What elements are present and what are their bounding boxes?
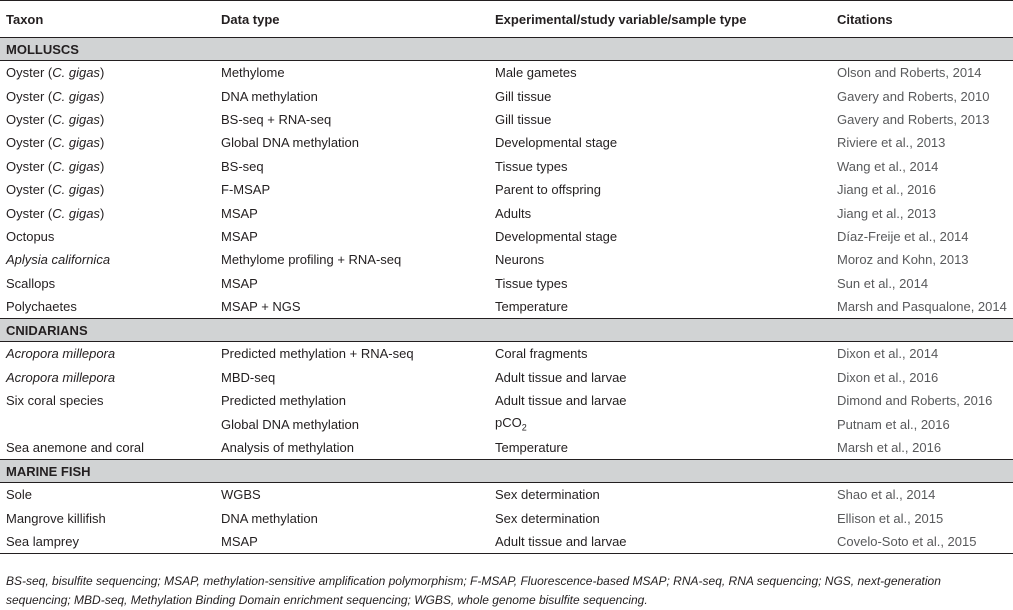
taxon-text: Sole	[6, 487, 33, 503]
variable-text: Temperature	[495, 440, 568, 456]
taxon-text: Oyster (	[6, 65, 53, 81]
variable-cell	[489, 131, 831, 154]
citation-cell: Riviere et al., 2013	[837, 135, 946, 151]
citation-cell: Ellison et al., 2015	[837, 510, 944, 526]
table-row	[0, 412, 1013, 435]
variable-text: Sex determination	[495, 510, 600, 526]
taxon-text: Oyster (	[6, 135, 53, 151]
table-row	[0, 295, 1013, 319]
taxon-cell	[0, 225, 215, 248]
variable-cell	[489, 483, 831, 507]
table-row	[0, 483, 1013, 507]
table-row	[0, 155, 1013, 178]
taxon-text: Oyster (	[6, 88, 53, 104]
taxon-text: Mangrove killifish	[6, 510, 106, 526]
variable-text: Tissue types	[495, 158, 568, 174]
data-type-cell: MSAP	[221, 228, 258, 244]
data-type-cell: Predicted methylation + RNA-seq	[221, 346, 414, 362]
taxon-text: Oyster (	[6, 205, 53, 221]
taxon-text: )	[99, 111, 105, 127]
table-row	[0, 61, 1013, 85]
table-footnote: BS-seq, bisulfite sequencing; MSAP, methylation-sensitive amplification polymorphism; F-MSAP, Fluorescence-based MSAP; RNA-seq, RNA sequencing; NGS, next-generation sequencing; MBD-seq, Methylation Binding Domain enrichment sequencing; WGBS, whole genome bisulfite sequencing.	[6, 574, 941, 607]
variable-text: pCO	[495, 415, 522, 431]
citation-cell: Marsh et al., 2016	[837, 440, 942, 456]
data-type-cell: MSAP + NGS	[221, 299, 301, 315]
table-row	[0, 84, 1013, 107]
variable-cell	[489, 412, 831, 435]
taxon-text: Sea anemone and coral	[6, 440, 145, 456]
citation-cell: Dixon et al., 2016	[837, 369, 939, 385]
taxon-text: Sea lamprey	[6, 534, 79, 550]
taxon-text: )	[99, 135, 105, 151]
taxon-cell	[0, 201, 215, 224]
data-type-cell: MSAP	[221, 275, 258, 291]
variable-cell	[489, 389, 831, 412]
taxon-cell	[0, 155, 215, 178]
table-row	[0, 436, 1013, 460]
taxon-text: Scallops	[6, 275, 56, 291]
citation-cell: Jiang et al., 2016	[837, 182, 937, 198]
taxon-text: Oyster (	[6, 158, 53, 174]
citation-cell: Gavery and Roberts, 2013	[837, 111, 990, 127]
variable-text: Coral fragments	[495, 346, 588, 362]
table-row	[0, 178, 1013, 201]
section-row	[0, 319, 1013, 342]
variable-text: Adult tissue and larvae	[495, 534, 627, 550]
taxon-text: C. gigas	[52, 158, 100, 174]
taxon-text: Oyster (	[6, 182, 53, 198]
table-row	[0, 342, 1013, 366]
variable-text: Adult tissue and larvae	[495, 393, 627, 409]
taxon-cell	[0, 131, 215, 154]
citation-cell: Marsh and Pasqualone, 2014	[837, 299, 1007, 315]
variable-cell	[489, 248, 831, 271]
table-body	[0, 38, 1013, 554]
table-row	[0, 201, 1013, 224]
taxon-cell	[0, 61, 215, 85]
section-row	[0, 38, 1013, 61]
data-type-cell: Predicted methylation	[221, 393, 347, 409]
data-type-cell: MSAP	[221, 205, 258, 221]
taxon-text: )	[99, 158, 105, 174]
section-label: MOLLUSCS	[0, 38, 1013, 61]
data-type-cell: MBD-seq	[221, 369, 276, 385]
data-type-cell: Global DNA methylation	[221, 416, 360, 432]
taxon-cell	[0, 507, 215, 530]
table-row	[0, 131, 1013, 154]
taxon-cell	[0, 84, 215, 107]
variable-cell	[489, 61, 831, 85]
taxon-text: Oyster (	[6, 111, 53, 127]
table-row	[0, 389, 1013, 412]
taxon-text: Acropora millepora	[6, 346, 116, 362]
taxon-text: Acropora millepora	[6, 369, 116, 385]
taxon-text: Six coral species	[6, 393, 104, 409]
taxon-cell	[0, 483, 215, 507]
variable-text: Male gametes	[495, 65, 577, 81]
variable-text: Adult tissue and larvae	[495, 369, 627, 385]
citation-cell: Sun et al., 2014	[837, 275, 929, 291]
taxon-text: Octopus	[6, 228, 55, 244]
variable-cell	[489, 366, 831, 389]
variable-text: Developmental stage	[495, 135, 618, 151]
taxon-text: C. gigas	[52, 65, 100, 81]
table-row	[0, 272, 1013, 295]
table-row	[0, 108, 1013, 131]
header-variable: Experimental/study variable/sample type	[489, 1, 831, 38]
taxon-cell	[0, 248, 215, 271]
variable-cell	[489, 84, 831, 107]
variable-cell	[489, 108, 831, 131]
variable-text: Developmental stage	[495, 228, 618, 244]
citation-cell: Jiang et al., 2013	[837, 205, 937, 221]
table-header	[0, 1, 1013, 38]
variable-cell	[489, 342, 831, 366]
citation-cell: Shao et al., 2014	[837, 487, 936, 503]
data-type-cell: DNA methylation	[221, 88, 318, 104]
table-row	[0, 507, 1013, 530]
variable-text: Gill tissue	[495, 88, 552, 104]
taxon-text: C. gigas	[52, 182, 100, 198]
taxon-text: )	[99, 65, 105, 81]
taxon-cell	[0, 530, 215, 554]
variable-cell	[489, 530, 831, 554]
table-row	[0, 225, 1013, 248]
taxon-text: )	[99, 88, 105, 104]
taxon-text: C. gigas	[52, 88, 100, 104]
data-type-cell: Analysis of methylation	[221, 440, 354, 456]
taxon-cell	[0, 366, 215, 389]
variable-cell	[489, 436, 831, 460]
table-row	[0, 366, 1013, 389]
taxon-cell	[0, 389, 215, 412]
data-type-cell: WGBS	[221, 487, 261, 503]
taxon-cell	[0, 342, 215, 366]
taxon-text: C. gigas	[52, 135, 100, 151]
variable-cell	[489, 272, 831, 295]
variable-text: Parent to offspring	[495, 182, 601, 198]
taxon-text: Aplysia californica	[6, 252, 111, 268]
taxon-cell	[0, 412, 215, 435]
taxon-cell	[0, 108, 215, 131]
citation-cell: Putnam et al., 2016	[837, 416, 950, 432]
citation-cell: Dimond and Roberts, 2016	[837, 393, 993, 409]
data-type-cell: BS-seq + RNA-seq	[221, 111, 332, 127]
section-row	[0, 460, 1013, 483]
taxon-cell	[0, 178, 215, 201]
header-row	[0, 1, 1013, 38]
variable-text: Tissue types	[495, 275, 568, 291]
variable-cell	[489, 178, 831, 201]
variable-subscript: 2	[521, 422, 527, 433]
header-citations: Citations	[831, 1, 1013, 38]
data-type-cell: MSAP	[215, 530, 489, 554]
taxon-cell	[0, 272, 215, 295]
taxon-text: C. gigas	[52, 111, 100, 127]
variable-text: Neurons	[495, 252, 545, 268]
variable-text: Temperature	[495, 299, 568, 315]
citation-cell: Díaz-Freije et al., 2014	[837, 228, 969, 244]
variable-cell	[489, 155, 831, 178]
taxon-cell	[0, 436, 215, 460]
taxon-cell	[0, 295, 215, 319]
taxon-text: )	[99, 182, 105, 198]
header-data-type: Data type	[215, 1, 489, 38]
data-type-cell: Methylome profiling + RNA-seq	[221, 252, 402, 268]
citation-cell: Gavery and Roberts, 2010	[837, 88, 990, 104]
citation-cell: Dixon et al., 2014	[837, 346, 939, 362]
header-taxon: Taxon	[0, 1, 215, 38]
data-type-cell: F-MSAP	[221, 182, 271, 198]
table-row	[0, 248, 1013, 271]
variable-text: Gill tissue	[495, 111, 552, 127]
variable-cell	[489, 507, 831, 530]
citation-cell: Olson and Roberts, 2014	[837, 65, 982, 81]
citation-cell: Moroz and Kohn, 2013	[837, 252, 969, 268]
citation-cell: Covelo-Soto et al., 2015	[831, 530, 1013, 554]
data-type-cell: BS-seq	[221, 158, 264, 174]
table-row	[0, 530, 1013, 554]
data-type-cell: Global DNA methylation	[221, 135, 360, 151]
variable-text: Adults	[495, 205, 532, 221]
data-type-cell: DNA methylation	[221, 510, 318, 526]
taxon-text: Polychaetes	[6, 299, 77, 315]
variable-cell	[489, 201, 831, 224]
variable-cell	[489, 295, 831, 319]
variable-text: Sex determination	[495, 487, 600, 503]
section-label: MARINE FISH	[0, 460, 1013, 483]
taxon-text: )	[99, 205, 105, 221]
variable-cell	[489, 225, 831, 248]
data-type-cell: Methylome	[221, 65, 285, 81]
citation-cell: Wang et al., 2014	[837, 158, 939, 174]
taxon-text: C. gigas	[52, 205, 100, 221]
section-label: CNIDARIANS	[0, 319, 1013, 342]
